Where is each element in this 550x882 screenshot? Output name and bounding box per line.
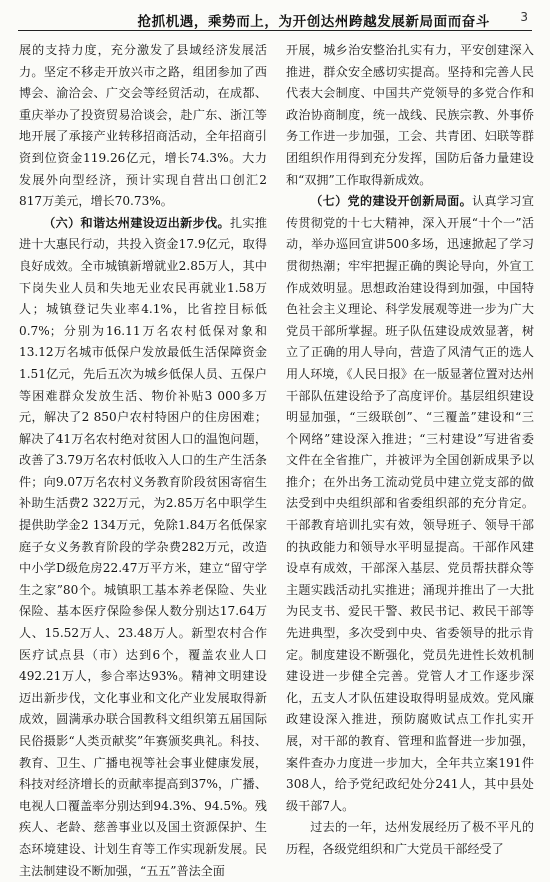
section-body-seven: 认真学习宣传贯彻党的十七大精神，深入开展“十个一”活动，举办巡回宣讲500多场，迅速掀起了学习贯彻热潮；牢牢把握正确的舆论导向，外宣工作成效明显。思想政治建设得到加强，中国特色社会主义理论、科学发展观等进一步为广大党员干部所掌握。班子队伍建设成效显著，树立了正确的用人导向，营造了风清气正的选人用人环境，《人民日报》在一版显著位置对达州干部队伍建设给予了高度评价。基层组织建设明显加强，“三级联创”、“三覆盖”建设和“三个网络”建设深入推进；“三村建设”写进省委文件在全省推广，并被评为全国创新成果予以推介；在外出务工流动党员中建立党支部的做法受到中央组织部和省委组织部的充分肯定。干部教育培训扎实有效，领导班子、领导干部的执政能力和领导水平明显提高。干部作风建设卓有成效，干部深入基层、党员帮扶群众等主题实践活动扎实推进；涌现并推出了一大批为民支书、爱民干警、救民书记、救民干部等先进典型，多次受到中央、省委领导的批示肯定。制度建设不断强化，党员先进性长效机制建设进一步健全完善。党管人才工作逐步深化，五支人才队伍建设取得明显成效。党风廉政建设深入推进，预防腐败试点工作扎实开展，对干部的教育、管理和监督进一步加强，案件查办力度进一步加大，全年共立案191件308人，给予党纪政纪处分241人，其中县处级干部7人。	[286, 194, 534, 813]
paragraph-harmonious-dazhou	[19, 213, 267, 882]
page-number: 3	[520, 10, 528, 24]
left-column	[19, 40, 267, 878]
running-title: 抢抓机遇，乘势而上，为开创达州跨越发展新局面而奋斗	[137, 14, 490, 30]
section-heading-six: （六）和谐达州建设迈出新步伐。	[43, 215, 230, 230]
paragraph-party-building	[286, 191, 534, 817]
section-body-six: 扎实推进十大惠民行动，共投入资金17.9亿元，取得良好成效。全市城镇新增就业2.85万人，其中下岗失业人员和失地无业农民再就业1.58万人；城镇登记失业率4.1%，比省控目标低0.7%；分别为16.11万名农村低保对象和13.12万名城市低保户发放最低生活保障资金1.51亿元，先后五次为城乡低保人员、五保户等困难群众发放生活、物价补贴3 000多万元，解决了2 850户农村特困户的住房困难；解决了41万名农村绝对贫困人口的温饱问题，改善了3.79万名农村低收入人口的生产生活条件；向9.07万名农村义务教育阶段贫困寄宿生补助生活费2 322万元，为2.85万名中职学生提供助学金2 134万元，免除1.84万名低保家庭子女义务教育阶段的学杂费282万元，改造中小学D级危房22.47万平方米，建立“留守学生之家”80个。城镇职工基本养老保险、失业保险、基本医疗保险参保人数分别达17.64万人、15.52万人、23.48万人。新型农村合作医疗试点县（市）达到6个，覆盖农业人口492.21万人，参合率达93%。精神文明建设迈出新步伐，文化事业和文化产业发展取得新成效，圆满承办联合国教科文组织第五届国际民俗摄影“人类贡献奖”年赛颁奖典礼。科技、教育、卫生、广播电视等社会事业健康发展，科技对经济增长的贡献率提高到37%，广播、电视人口覆盖率分别达到94.3%、94.5%。残疾人、老龄、慈善事业以及国土资源保护、生态环境建设、计划生育等工作实现新发展。民主法制建设不断加强，“五五”普法全面	[19, 215, 267, 878]
header-divider	[18, 30, 532, 31]
paragraph-county-economy: 展的支持力度，充分激发了县域经济发展活力。坚定不移走开放兴市之路，组团参加了西博会、渝洽会、广交会等经贸活动，在成都、重庆举办了投资贸易洽谈会，赴广东、浙江等地开展了承接产业转移招商活动，全年招商引资到位资金119.26亿元，增长74.3%。大力发展外向型经济，预计实现自营出口创汇2 817万美元，增长70.73%。	[19, 43, 267, 209]
paragraph-past-year: 过去的一年，达州发展经历了极不平凡的历程，各级党组织和广大党员干部经受了	[286, 820, 534, 856]
right-column	[286, 40, 534, 856]
page-header	[0, 0, 550, 32]
section-heading-seven: （七）党的建设开创新局面。	[310, 194, 473, 209]
paragraph-public-security: 开展，城乡治安整治扎实有力，平安创建深入推进，群众安全感切实提高。坚持和完善人民代表大会制度、中国共产党领导的多党合作和政治协商制度，统一战线、民族宗教、外事侨务工作进一步加强，工会、共青团、妇联等群团组织作用得到充分发挥，国防后备力量建设和“双拥”工作取得新成效。	[286, 43, 534, 187]
